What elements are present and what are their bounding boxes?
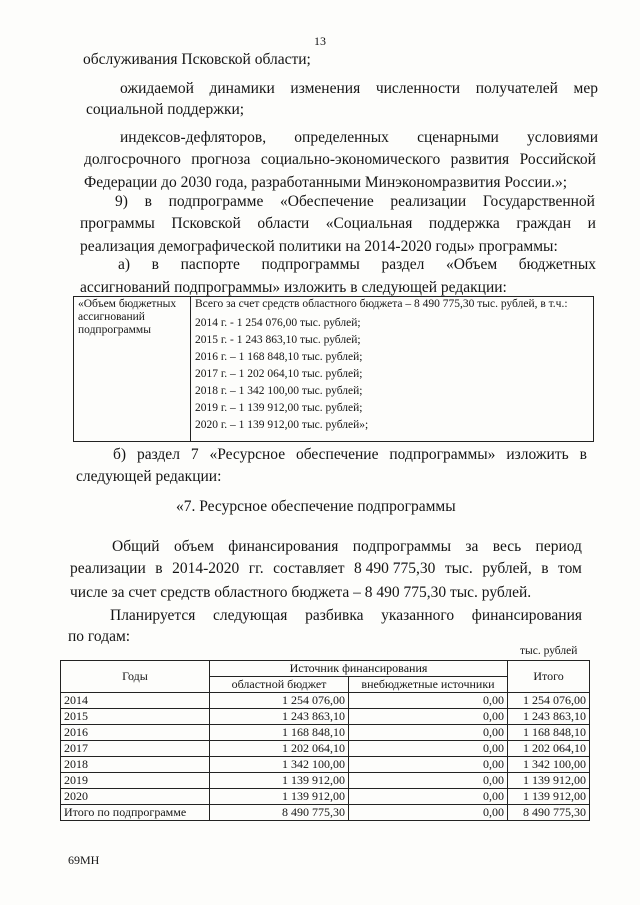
header-total: Итого — [508, 661, 590, 693]
word: составляет — [273, 560, 345, 577]
word: том — [558, 560, 582, 577]
word: индексов-дефляторов, — [120, 129, 267, 146]
paragraph-line — [118, 256, 596, 274]
word: Планируется — [110, 607, 196, 624]
word: Псковской — [171, 215, 241, 232]
word: социально-экономического — [260, 151, 441, 168]
cell-offbudget: 0,00 — [349, 773, 508, 789]
word: весь — [492, 538, 522, 555]
table-row — [61, 741, 590, 757]
word: динамики — [209, 80, 275, 97]
word: изменения — [290, 80, 361, 97]
word: мер — [573, 80, 598, 97]
word: сценарными — [417, 129, 499, 146]
word: разбивка — [305, 607, 364, 624]
word: развития — [450, 151, 510, 168]
paragraph-line: реализация демографической политики на 2014-2020 годы» программы: — [80, 238, 558, 255]
cell-offbudget: 0,00 — [349, 789, 508, 805]
cell-total: 8 490 775,30 — [508, 805, 590, 821]
paragraph-line: по годам: — [68, 628, 131, 645]
header-years: Годы — [61, 661, 210, 693]
table-row — [61, 757, 590, 773]
cell-total: 1 139 912,00 — [508, 773, 590, 789]
word: программы — [80, 215, 155, 232]
cell-regional: 1 139 912,00 — [210, 773, 349, 789]
word: определенных — [294, 129, 389, 146]
word: ожидаемой — [120, 80, 194, 97]
word: подпрограмме — [168, 193, 264, 210]
cell-total: 1 342 100,00 — [508, 757, 590, 773]
word: а) — [118, 256, 131, 273]
word: реализации — [70, 560, 146, 577]
passport-label: «Объем бюджетных ассигнований подпрограммы — [78, 298, 177, 336]
word: 8 490 775,30 — [353, 560, 436, 577]
word: «Объем — [446, 256, 498, 273]
table-row — [61, 805, 590, 821]
word: получателей — [475, 80, 558, 97]
paragraph-line: числе за счет средств областного бюджета – 8 490 775,30 тыс. рублей. — [70, 584, 532, 601]
word: граждан — [516, 215, 572, 232]
table-row — [61, 693, 590, 709]
word: тыс. — [444, 560, 473, 577]
cell-year: 2019 — [61, 773, 210, 789]
word: указанного — [381, 607, 455, 624]
word: прогноза — [191, 151, 251, 168]
table-row — [61, 709, 590, 725]
cell-offbudget: 0,00 — [349, 757, 508, 773]
word: рублей, — [482, 560, 532, 577]
word: Российской — [519, 151, 596, 168]
cell-offbudget: 0,00 — [349, 709, 508, 725]
word: «Обеспечение — [280, 193, 374, 210]
word: изложить — [506, 446, 569, 463]
cell-total: 1 168 848,10 — [508, 725, 590, 741]
cell-year: 2016 — [61, 725, 210, 741]
table-row — [61, 773, 590, 789]
word: «Социальная — [325, 215, 413, 232]
word: обеспечение — [295, 446, 379, 463]
table-row — [61, 789, 590, 805]
cell-year: Итого по подпрограмме — [61, 805, 210, 821]
paragraph-line — [113, 446, 587, 464]
cell-total: 1 254 076,00 — [508, 693, 590, 709]
paragraph-line: социальной поддержки; — [86, 101, 245, 118]
word: условиями — [527, 129, 598, 146]
table-row — [61, 725, 590, 741]
section-heading: «7. Ресурсное обеспечение подпрограммы — [176, 498, 456, 515]
word: в — [151, 256, 159, 273]
word: подпрограммы — [352, 538, 452, 555]
passport-line: 2020 г. – 1 139 912,00 тыс. рублей»; — [195, 419, 369, 431]
cell-year: 2014 — [61, 693, 210, 709]
cell-regional: 1 139 912,00 — [210, 789, 349, 805]
paragraph-line — [84, 151, 596, 169]
word: подпрограммы» — [389, 446, 496, 463]
word: долгосрочного — [84, 151, 181, 168]
cell-total: 1 243 863,10 — [508, 709, 590, 725]
cell-offbudget: 0,00 — [349, 805, 508, 821]
word: численности — [375, 80, 461, 97]
passport-line: 2015 г. - 1 243 863,10 тыс. рублей; — [195, 334, 361, 346]
word: раздел — [381, 256, 425, 273]
cell-offbudget: 0,00 — [349, 693, 508, 709]
cell-year: 2015 — [61, 709, 210, 725]
paragraph-line — [110, 607, 582, 625]
word: реализации — [390, 193, 467, 210]
word: «Ресурсное — [209, 446, 286, 463]
paragraph-line — [120, 129, 598, 147]
word: 9) — [115, 193, 128, 210]
cell-regional: 1 168 848,10 — [210, 725, 349, 741]
paragraph-line — [120, 80, 598, 98]
budget-passport-table — [73, 296, 594, 442]
passport-line: 2018 г. – 1 342 100,00 тыс. рублей; — [195, 385, 363, 397]
word: подпрограммы — [261, 256, 360, 273]
cell-year: 2017 — [61, 741, 210, 757]
word: в — [541, 560, 549, 577]
paragraph-line: Федерации до 2030 года, разработанными Минэкономразвития России.»; — [84, 174, 568, 191]
word: паспорте — [180, 256, 240, 273]
word: области — [257, 215, 310, 232]
passport-line: 2017 г. – 1 202 064,10 тыс. рублей; — [195, 368, 363, 380]
financing-table — [60, 660, 590, 821]
cell-offbudget: 0,00 — [349, 725, 508, 741]
passport-line: 2016 г. – 1 168 848,10 тыс. рублей; — [195, 351, 363, 363]
word: в — [155, 560, 163, 577]
header-regional: областной бюджет — [210, 677, 349, 693]
paragraph-line: обслуживания Псковской области; — [83, 51, 311, 68]
cell-regional: 1 342 100,00 — [210, 757, 349, 773]
word: в — [144, 193, 152, 210]
word: б) — [113, 446, 127, 463]
word: бюджетных — [518, 256, 596, 273]
cell-regional: 1 254 076,00 — [210, 693, 349, 709]
units-label: тыс. рублей — [520, 645, 578, 657]
cell-year: 2020 — [61, 789, 210, 805]
word: поддержка — [428, 215, 500, 232]
word: 2014-2020 — [172, 560, 240, 577]
word: финансирования — [228, 538, 339, 555]
passport-label-cell — [74, 297, 191, 442]
word: объем — [173, 538, 214, 555]
cell-total: 1 202 064,10 — [508, 741, 590, 757]
cell-year: 2018 — [61, 757, 210, 773]
paragraph-line: следующей редакции: — [76, 468, 222, 485]
paragraph-line — [80, 215, 596, 233]
paragraph-line: ассигнований подпрограммы» изложить в следующей редакции: — [80, 279, 507, 296]
cell-regional: 1 243 863,10 — [210, 709, 349, 725]
passport-value-cell — [191, 297, 594, 442]
header-offbudget: внебюджетные источники — [349, 677, 508, 693]
word: за — [465, 538, 479, 555]
word: период — [535, 538, 582, 555]
paragraph-line — [70, 560, 582, 578]
word: следующая — [212, 607, 288, 624]
word: 7 — [190, 446, 199, 463]
cell-regional: 8 490 775,30 — [210, 805, 349, 821]
page-number: 13 — [314, 34, 326, 48]
word: гг. — [248, 560, 264, 577]
passport-line: 2014 г. - 1 254 076,00 тыс. рублей; — [195, 317, 361, 329]
cell-total: 1 139 912,00 — [508, 789, 590, 805]
document-code: 69МН — [68, 853, 100, 867]
word: Государственной — [482, 193, 595, 210]
word: в — [579, 446, 587, 463]
paragraph-line — [112, 538, 582, 556]
word: финансирования — [471, 607, 582, 624]
word: Общий — [112, 538, 160, 555]
word: и — [587, 215, 596, 232]
paragraph-line — [115, 193, 595, 211]
cell-regional: 1 202 064,10 — [210, 741, 349, 757]
word: раздел — [136, 446, 180, 463]
passport-line: 2019 г. – 1 139 912,00 тыс. рублей; — [195, 402, 363, 414]
header-source: Источник финансирования — [210, 661, 508, 677]
cell-offbudget: 0,00 — [349, 741, 508, 757]
passport-line: Всего за счет средств областного бюджета – 8 490 775,30 тыс. рублей, в т.ч.: — [195, 298, 568, 310]
